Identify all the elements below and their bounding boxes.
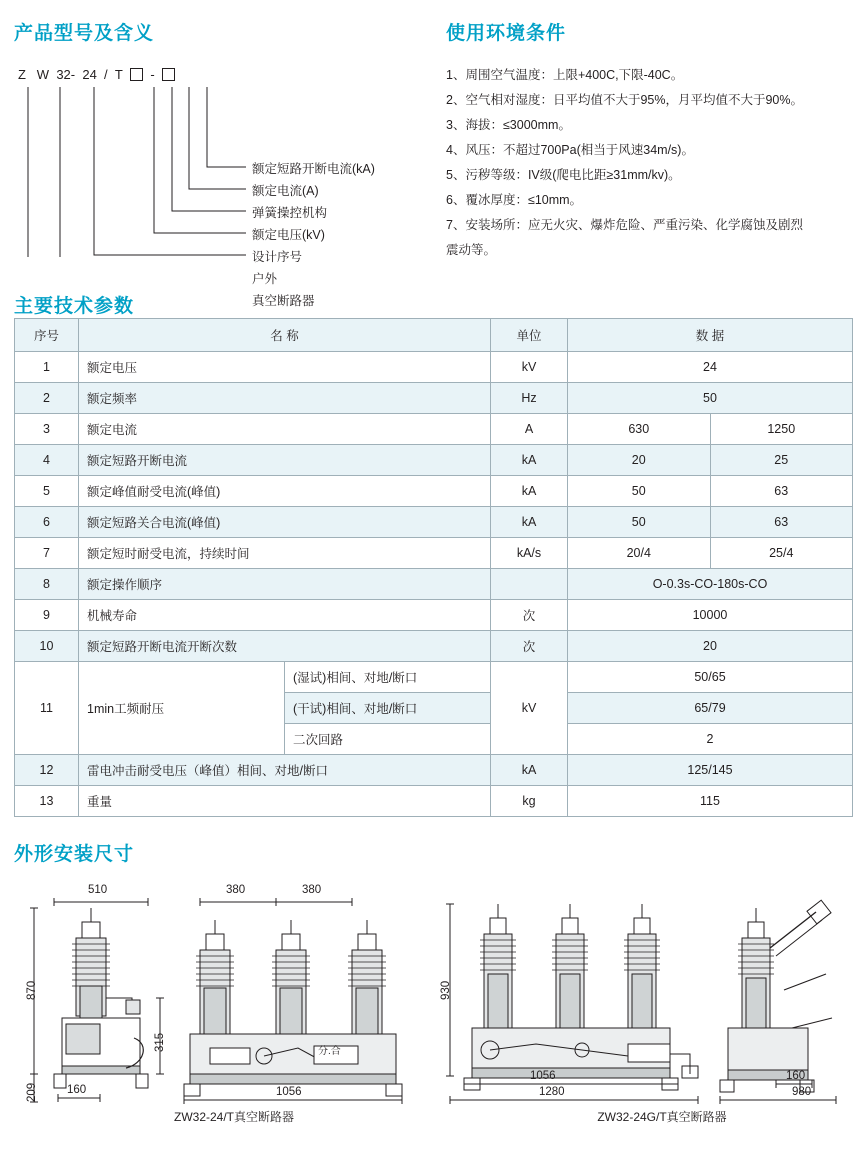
row-subname: 二次回路: [285, 724, 491, 755]
model-char-slash: /: [104, 67, 108, 82]
row-unit: kg: [491, 786, 568, 817]
env-condition-list: [446, 65, 853, 261]
legend-design-serial: 设计序号: [252, 250, 303, 264]
row-value: 65/79: [568, 693, 853, 724]
row-unit: kA/s: [491, 538, 568, 569]
row-value: 125/145: [568, 755, 853, 786]
dim-160: 160: [67, 1084, 87, 1096]
row-value: 24: [568, 352, 853, 383]
row-name: 额定短路开断电流开断次数: [79, 631, 491, 662]
table-row: [15, 755, 853, 786]
table-row: [15, 414, 853, 445]
table-row: [15, 569, 853, 600]
model-char-z: Z: [18, 67, 26, 82]
row-unit: Hz: [491, 383, 568, 414]
table-row: [15, 786, 853, 817]
row-value: 20: [568, 631, 853, 662]
legend-rated-current: 额定电流(A): [252, 184, 319, 198]
dim-315: 315: [154, 1032, 166, 1052]
row-name: 机械寿命: [79, 600, 491, 631]
dim-1280: 1280: [539, 1086, 565, 1098]
row-no: 11: [15, 662, 79, 755]
env-item: 4、风压：不超过700Pa(相当于风速34m/s)。: [446, 143, 694, 157]
model-char-dash: -: [150, 67, 155, 82]
row-value-2: 63: [710, 507, 853, 538]
row-subname: (干试)相间、对地/断口: [285, 693, 491, 724]
table-row: [15, 476, 853, 507]
row-value-1: 50: [568, 507, 711, 538]
legend-outdoor: 户外: [252, 272, 278, 286]
label-open-close: 分.合: [318, 1046, 341, 1057]
table-row: [15, 445, 853, 476]
env-column: [438, 18, 853, 265]
dim-380-a: 380: [226, 884, 246, 896]
dim-1056: 1056: [276, 1086, 302, 1098]
env-item: 1、周围空气温度：上限+400C,下限-40C。: [446, 68, 684, 82]
row-name: 雷电冲击耐受电压（峰值）相间、对地/断口: [79, 755, 491, 786]
dim-870: 870: [26, 980, 38, 1000]
row-no: 8: [15, 569, 79, 600]
row-value-1: 630: [568, 414, 711, 445]
env-section-title: 使用环境条件: [446, 23, 567, 44]
row-unit: A: [491, 414, 568, 445]
row-value-2: 25/4: [710, 538, 853, 569]
row-no: 1: [15, 352, 79, 383]
row-value-2: 63: [710, 476, 853, 507]
row-value: 2: [568, 724, 853, 755]
row-value: O-0.3s-CO-180s-CO: [568, 569, 853, 600]
row-no: 2: [15, 383, 79, 414]
row-no: 12: [15, 755, 79, 786]
header-name: 名 称: [79, 319, 491, 352]
row-unit: 次: [491, 600, 568, 631]
dim-1056-g: 1056: [530, 1070, 556, 1082]
figure-zw32-24t-drawing: [14, 878, 434, 1110]
dim-209: 209: [26, 1082, 38, 1102]
table-row: [15, 507, 853, 538]
row-value: 115: [568, 786, 853, 817]
header-unit: 单位: [491, 319, 568, 352]
row-name: 额定电流: [79, 414, 491, 445]
row-name: 额定短路关合电流(峰值): [79, 507, 491, 538]
row-name: 额定电压: [79, 352, 491, 383]
env-item-continued: 震动等。: [446, 243, 497, 257]
row-no: 10: [15, 631, 79, 662]
row-value: 50/65: [568, 662, 853, 693]
table-row: [15, 600, 853, 631]
row-name: 额定短路开断电流: [79, 445, 491, 476]
row-unit: kV: [491, 352, 568, 383]
row-name: 额定峰值耐受电流(峰值): [79, 476, 491, 507]
row-value-1: 20: [568, 445, 711, 476]
row-value-1: 50: [568, 476, 711, 507]
row-value: 10000: [568, 600, 853, 631]
row-no: 13: [15, 786, 79, 817]
table-header-row: [15, 319, 853, 352]
row-no: 6: [15, 507, 79, 538]
figure-1-caption: ZW32-24/T真空断路器: [173, 1110, 294, 1124]
tech-section: [0, 291, 867, 817]
row-no: 7: [15, 538, 79, 569]
row-value-2: 1250: [710, 414, 853, 445]
row-unit: [491, 569, 568, 600]
row-unit: kA: [491, 445, 568, 476]
row-subname: (湿试)相间、对地/断口: [285, 662, 491, 693]
row-value-2: 25: [710, 445, 853, 476]
header-data: 数 据: [568, 319, 853, 352]
row-unit: kA: [491, 507, 568, 538]
env-item: 7、安装场所：应无火灾、爆炸危险、严重污染、化学腐蚀及剧烈: [446, 218, 803, 232]
header-no: 序号: [15, 319, 79, 352]
row-unit: kV: [491, 662, 568, 755]
row-no: 9: [15, 600, 79, 631]
dim-930: 930: [440, 980, 452, 1000]
model-char-32: 32-: [56, 67, 76, 82]
row-no: 5: [15, 476, 79, 507]
table-row: [15, 662, 853, 693]
model-char-t: T: [114, 67, 123, 82]
tech-parameters-table: [14, 318, 853, 817]
row-name: 额定短时耐受电流，持续时间: [79, 538, 491, 569]
row-value-1: 20/4: [568, 538, 711, 569]
dim-380-b: 380: [302, 884, 322, 896]
row-name: 额定操作顺序: [79, 569, 491, 600]
dim-160-g: 160: [786, 1070, 806, 1082]
row-value: 50: [568, 383, 853, 414]
row-no: 4: [15, 445, 79, 476]
legend-rated-voltage: 额定电压(kV): [252, 228, 325, 242]
tech-section-title: 主要技术参数: [14, 296, 135, 317]
dimension-section: [0, 839, 867, 1122]
model-char-24: 24: [82, 67, 97, 82]
row-unit: 次: [491, 631, 568, 662]
env-item: 3、海拔：≤3000mm。: [446, 118, 571, 132]
model-char-w: W: [36, 67, 50, 82]
table-row: [15, 383, 853, 414]
legend-spring-mechanism: 弹簧操控机构: [252, 206, 328, 220]
figure-2-caption: ZW32-24G/T真空断路器: [597, 1110, 727, 1124]
table-row: [15, 631, 853, 662]
dim-510: 510: [88, 884, 108, 896]
row-no: 3: [15, 414, 79, 445]
dimension-figures: [14, 872, 853, 1122]
env-item: 2、空气相对湿度：日平均值不大于95%，月平均值不大于90%。: [446, 93, 803, 107]
model-section-title: 产品型号及含义: [14, 23, 155, 44]
row-unit: kA: [491, 476, 568, 507]
env-item: 6、覆冰厚度：≤10mm。: [446, 193, 583, 207]
row-unit: kA: [491, 755, 568, 786]
table-row: [15, 538, 853, 569]
dim-section-title: 外形安装尺寸: [14, 844, 135, 865]
table-row: [15, 352, 853, 383]
row-name: 额定频率: [79, 383, 491, 414]
row-name: 重量: [79, 786, 491, 817]
env-item: 5、污秽等级：IV级(爬电比距≥31mm/kv)。: [446, 168, 681, 182]
dim-980: 980: [792, 1086, 812, 1098]
row-name: 1min工频耐压: [79, 662, 285, 755]
legend-rated-breaking-current: 额定短路开断电流(kA): [252, 162, 375, 176]
legend-vacuum-breaker: 真空断路器: [252, 294, 315, 308]
